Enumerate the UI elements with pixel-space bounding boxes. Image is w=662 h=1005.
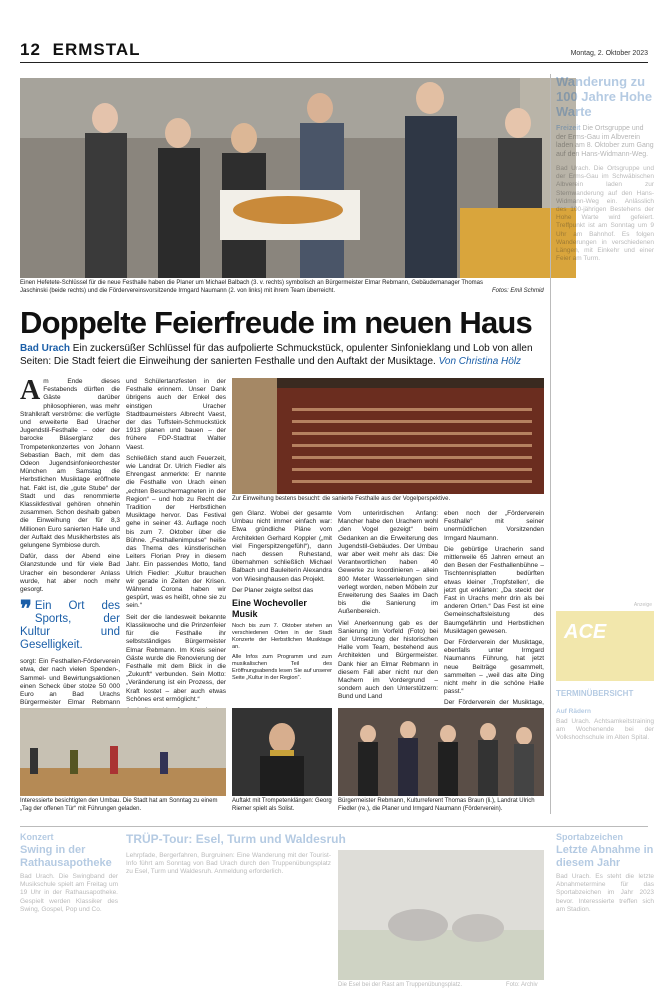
- bottom-photo-1-illustration: [20, 708, 226, 796]
- article-column-2: und Schülertanzfesten in der Festhalle erinnern. Unser Dank übrigens auch der Enkel des einstigen Uracher Stadtbaumeisters Albrecht Vaest, der das Tuffstein-Schmuckstück 1913 planen und bauen – der frühere FDP-Stadtrat Walter Vaest. Schließlich stand auch Feuerzeit, wie Landrat Dr. Ulrich Fiedler als Ehrengast anmerkte: Er nannte die Festhalle von Urach einen „echten Besuchermagneten in der Region“ – und hob zu Recht die Tradition der Herbstlichen Musiktage hervor. Das Festival gehe in seiner 43. Auflage noch bis zum 7. Oktober über die Bühne. „Festhallenimpulse“ heiße das Thema des künstlerischen Leiters Florian Prey in diesem Jahr. Ein passendes Motto, fand Ulrich Fiedler: „Kultur brauchen wir gerade in Zeiten der Krisen. Während Corona haben wir gespürt, was es heißt, ohne sie zu sein.“ Seit der die landesweit bekannte Klassikwoche und die Prinzenfeier für die Festhalle ihr selbstständiges Bürgermeister Elmar Rebmann. Im Kreis seiner Gäste wurde die Renovierung der Festhalle mit dem Blick in die „Zukunft“ verbunden. Sein Motto: „Veränderung ist ein Prozess, der Kraft kostet – aber auch etwas Schönes erst ermöglicht.“: [126, 378, 226, 703]
- page-number: 12: [20, 40, 41, 59]
- sidebar-lead: Freizeit Die Ortsgruppe und der Erms-Gau im Albverein laden am 8. Oktober zum Gang auf den Hans-Widmann-Weg.: [556, 125, 654, 158]
- hall-photo-illustration: [232, 378, 544, 494]
- bottom-photo-2-caption: Auftakt mit Trompetenklängen: Georg Riemer spielt als Solist.: [232, 798, 332, 812]
- dropcap: A: [20, 375, 41, 406]
- bottom-photo-3-illustration: [338, 708, 544, 796]
- intro-author: Von Christina Hölz: [438, 355, 522, 367]
- info-box-title: Eine Wochevoller Musik: [232, 598, 307, 619]
- termin-sub: Auf Rädern: [556, 708, 592, 715]
- bottom-photo-1-caption: Interessierte besichtigten den Umbau. Die Stadt hat am Sonntag zu einem „Tag der offenen Tür“ mit Führungen geladen.: [20, 798, 218, 812]
- issue-date: Montag, 2. Oktober 2023: [570, 50, 648, 57]
- bottom-photo-3: [338, 708, 544, 796]
- top-photo-caption: Einen Hefetete-Schlüssel für die neue Festhalle haben die Planer um Michael Balbach (3. v. rechts) symbolisch an Bürgermeister Elmar Rebmann, Gebäudemanager Thomas Jaschinski (beide rechts) und die Fördervereinsvorsitzende Irmgard Naumann (2. von links) mit ihrem Team überreicht.: [20, 280, 484, 294]
- footer-photo: [338, 850, 544, 980]
- sidebar-ad: [556, 602, 654, 681]
- bottom-photo-2-illustration: [232, 708, 332, 796]
- footer-right: Sportabzeichen Letzte Abnahme in diesem Jahr Bad Urach. Es steht die letzte Abnahmetermine für das Sportabzeichen im Jahr 2023 bevor. Interessierte treffen sich am Stadion.: [556, 832, 654, 913]
- article-headline: Doppelte Feierfreude im neuen Haus: [20, 305, 532, 340]
- sidebar-body: Bad Urach. Die Ortsgruppe und der Erms-Gau im Schwäbischen Albverein laden zur Sternwanderung auf den Hans-Widmann-Weg ein. Anlässlich des 100-jährigen Bestehens der Hohe Warte wird gefeiert. Treffpunkt ist am Sonntag um 9 Uhr am Bahnhof. Es folgen Wanderungen in verschiedenen Längen, mit Einkehr und einer Feier am Turm.: [556, 165, 654, 263]
- hall-photo: [232, 378, 544, 494]
- ad-label: Anzeige: [633, 602, 652, 608]
- bottom-photo-3-caption: Bürgermeister Rebmann, Kulturreferent Thomas Braun (li.), Landrat Ulrich Fiedler (re.), die Planer und Irmgard Naumann (Förderverein).: [338, 798, 535, 812]
- hall-photo-caption: Zur Einweihung bestens besucht: die sanierte Festhalle aus der Vogelperspektive.: [232, 496, 451, 502]
- article-column-3: gen Glanz. Wobei der gesamte Umbau nicht immer einfach war: Etwa gründliche Pläne vom Architekten Gerhard Koppler („mit viel Fingerspitzengefühl“), dann nach dessen Ruhestand, übernahmen schließlich Michael Balbach und Bauleiterin Alexandra von Wiesinghausen das Projekt. Der Planer zeigte selbst das: [232, 510, 332, 594]
- article-intro: [20, 343, 540, 368]
- ad-logo: ACE: [564, 621, 607, 643]
- intro-place: Bad Urach: [20, 343, 71, 354]
- page-header: [20, 40, 141, 60]
- article-column-4: Vom unterirdischen Anfang: Mancher habe den Urachern wohl „den Vogel gezeigt“ beim Gedanken an die Erweiterung des Jugendstil-Gebäudes. Der Umbau war aber weit mehr als das: Die Verantwortlichen haben 40 Gewerke zu koordinieren – allein 800 Meter Wasserleitungen sind verlegt worden, neben Möbeln zur Erweiterung des Saales im Dach bis die Sanierung im Außenbereich. Viel Anerkennung gab es der Sanierung im Vorfeld (Foto) bei der Umsetzung der historischen Halle vom Team, bestehend aus Architekten und Bürgermeister. Dank hier an Elmar Rebmann in diesem Fall aber nicht nur den Machern im Vordergrund – sondern auch den Unterstützern: Bund und Land: [338, 510, 438, 701]
- footer-left: Konzert Swing in der Rathausapotheke Bad Urach. Die Swingband der Musikschule spielt am Freitag um 19 Uhr in der Rathausapotheke. Gespielt werden Klassiker des Swing, Gospel, Pop und Co.: [20, 832, 118, 913]
- sidebar-headline: Wanderung zu 100 Jahre Hohe Warte: [556, 74, 653, 119]
- info-box: Eine Wochevoller Musik Noch bis zum 7. Oktober stehen an verschiedenen Orten in der Stadt Konzerte der Herbstlichen Musiktage an. Alle Infos zum Programm und zum musikalischen Teil des Eröffnungsabends lesen Sie auf unserer Seite „Kultur in der Region“.: [232, 598, 332, 681]
- bottom-photo-2: [232, 708, 332, 796]
- intro-text: Ein zuckersüßer Schlüssel für das aufpolierte Schmuckstück, opulenter Sinfonieklang und Lob von allen Seiten: Die Stadt feiert die Einweihung der sanierten Festhalle und den Auftakt der Musiktage.: [20, 343, 533, 367]
- pull-quote: ❞ Ein Ort des Sports, der Kultur und Geselligkeit.: [20, 596, 120, 652]
- top-photo: [20, 78, 576, 278]
- footer-divider: [20, 826, 648, 827]
- header-divider: [20, 62, 648, 63]
- footer-center: TRÜP-Tour: Esel, Turm und Waldesruh Lehrpfade, Bergerfahren, Burgruinen: Eine Wanderung mit der Tourist-Info führt am Sonntag von Bad Urach durch den Truppenübungsplatz zu Esel, Turm und Waldesruh. Anmeldung erforderlich. Die Esel bei der Rast am Truppenübungsplatz. Foto: Archiv: [126, 832, 544, 1002]
- section-title: ERMSTAL: [52, 40, 141, 59]
- quote-icon: ❞: [20, 596, 32, 622]
- sidebar-divider: [550, 74, 551, 814]
- article-column-1: Am Ende dieses Festabends dürften die Gäste darüber philosophieren, was mehr Strahlkraft verströme: die verfügte und erweiterte Bad Uracher Jugendstil-Festhalle – oder der barocke Bläserglanz des Trompetenkonzertes von Johann Sebastian Bach, mit dem das Odeon Jugendsinfonieorchester München am Samstag die Herbstlichen Musiktage eröffnete hat. Fakt ist, die „gute Stube“ der Stadt und das renommierte Klassikfestival gehören ohnehin zusammen. Schon deshalb gaben die Einweihung der für 8,3 Millionen Euro sanierten Halle und der Auftakt des Musikherbstes als gelungene Symbiose durch. Dafür, dass der Abend eine Glanzstunde und für viele Bad Uracher ein besonderer Anlass wurde, hat aber noch mehr gesorgt. ❞ Ein Ort des Sports, der Kultur und Geselligkeit. sorgt: Ein Festhallen-Förderverein etwa, der nach vielen Spenden-, Sammel- und Bewirtungsaktionen einen Scheck über stolze 50 000 Euro an Bad Urachs Bürgermeister Elmar Rebmann: [20, 375, 120, 707]
- footer-photo-illustration: [338, 850, 544, 980]
- sidebar: [556, 74, 654, 814]
- article-column-5: eben noch der „Förderverein Festhalle“ mit seiner unermüdlichen Vorsitzenden Irmgard Naumann. Die gebürtige Uracherin sand mittlerweile 65 Jahren erneut an den Besen der Festhallenbühne – Tischtennisplatten bedürften etwas kleiner ‚Tropfstellen‘, die jetzt gut erklärten: „Da steckt der Fast in Urachs mehr drin als bei anderen Orten.“ Das Fest ist eine Gemeinschaftsleistung des Baumgefährtin und Herbstlichen Musiktagen gewesen. Der Förderverein der Musiktage, ebenfalls unter Irmgard Naumanns Führung, hat jetzt neue Beiträge gesammelt, sammelten – „weil das alte Ding nicht mehr in die schöne Halle passt.“ Der Förderverein der Musiktage,: [444, 510, 544, 707]
- top-photo-illustration: [20, 78, 576, 278]
- termin-head: TERMINÜBERSICHT: [556, 689, 634, 698]
- top-photo-credit: Fotos: Emil Schmid: [492, 288, 544, 294]
- termin-body: Bad Urach. Achtsamkeitstraining am Wochenende bei der Volkshochschule im Alten Spital.: [556, 718, 654, 742]
- bottom-photo-1: [20, 708, 226, 796]
